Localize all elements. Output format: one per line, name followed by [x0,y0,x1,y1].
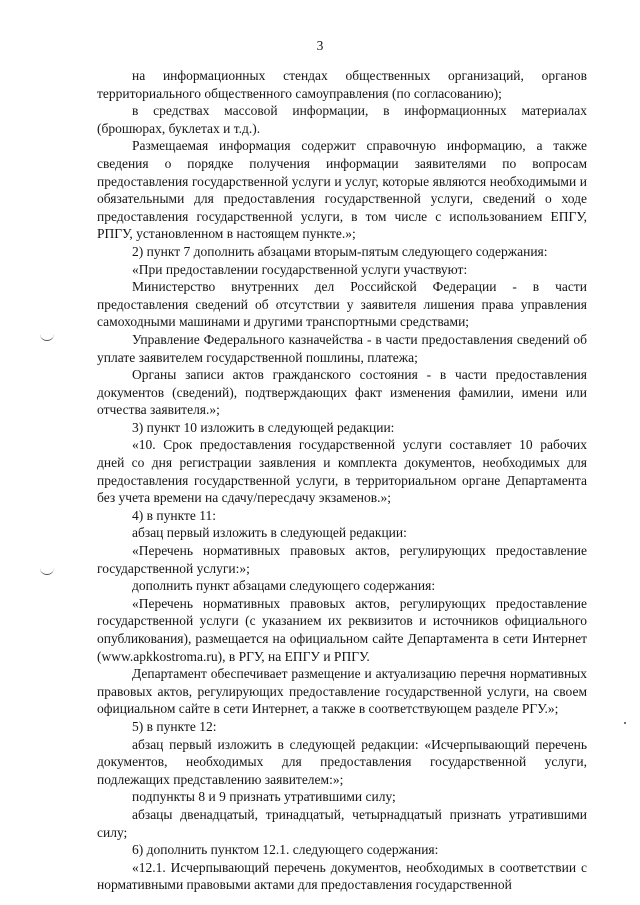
paragraph: 4) в пункте 11: [132,507,216,523]
paragraph: 5) в пункте 12: [132,718,217,734]
paragraph: Размещаемая информация содержит справочную информацию, а также сведения о порядке получения информации заявителями по вопросам предоставления государственной услуги и услуг, которые являются необходимыми и обязательными для предоставления государственной услуги, сведений о ходе предоставления государственной услуги, в том числе с использованием ЕПГУ, РПГУ, установленном в настоящем пункте.»; [97,138,587,242]
paragraph: абзац первый изложить в следующей редакции: «Исчерпывающий перечень документов, необходимых для предоставления государственной услуги, подлежащих представлению заявителем:»; [97,736,587,787]
paragraph: абзац первый изложить в следующей редакции: [132,525,407,541]
paragraph: Органы записи актов гражданского состояния - в части предоставления документов (сведений), подтверждающих факт изменения фамилии, имени или отчества заявителя.»; [97,367,587,418]
paragraph: Управление Федерального казначейства - в части предоставления сведений об уплате заявителем государственной пошлины, платежа; [97,331,587,365]
paragraph: «Перечень нормативных правовых актов, регулирующих предоставление государственной услуги:»; [97,543,587,576]
paragraph: Департамент обеспечивает размещение и актуализацию перечня нормативных правовых актов, регулирующих предоставление государственной услуги, на своем официальном сайте в сети Интернет, а также в соответствующем разделе РГУ.»; [97,666,587,717]
binding-mark-top [40,334,54,341]
paragraph: на информационных стендах общественных организаций, органов территориального общественного самоуправления (по согласованию); [97,68,587,101]
paragraph: «При предоставлении государственной услуги участвуют: [132,261,468,277]
paragraph: «12.1. Исчерпывающий перечень документов, необходимых в соответствии с нормативными правовыми актами для предоставления государственной [97,859,587,893]
document-body [97,67,587,894]
paragraph: в средствах массовой информации, в информационных материалах (брошюрах, буклетах и т.д.). [97,103,587,136]
paragraph: дополнить пункт абзацами следующего содержания: [132,578,436,594]
margin-dot [624,722,626,724]
paragraph: 3) пункт 10 изложить в следующей редакции: [132,419,395,435]
paragraph: 6) дополнить пунктом 12.1. следующего содержания: [132,842,439,858]
binding-mark-bottom [40,568,54,575]
paragraph: Министерство внутренних дел Российской Федерации - в части предоставления сведений об отсутствии у заявителя лишения права управления самоходными машинами и другими транспортными средствами; [97,279,587,330]
page-number: 3 [316,38,324,53]
paragraph: абзацы двенадцатый, тринадцатый, четырнадцатый признать утратившими силу; [97,806,587,840]
paragraph: 2) пункт 7 дополнить абзацами вторым-пятым следующего содержания: [132,243,548,259]
paragraph: «Перечень нормативных правовых актов, регулирующих предоставление государственной услуги (с указанием их реквизитов и источников официального опубликования), размещается на официальном сайте Департамента в сети Интернет (www.apkkostroma.ru), в РГУ, на ЕПГУ и РПГУ. [97,595,587,664]
paragraph: подпункты 8 и 9 признать утратившими силу; [132,789,396,805]
paragraph: «10. Срок предоставления государственной услуги составляет 10 рабочих дней со дня регистрации заявления и комплекта документов, необходимых для предоставления государственной услуги, в территориальном органе Департамента без учета времени на сдачу/пересдачу экзаменов.»; [97,437,587,506]
